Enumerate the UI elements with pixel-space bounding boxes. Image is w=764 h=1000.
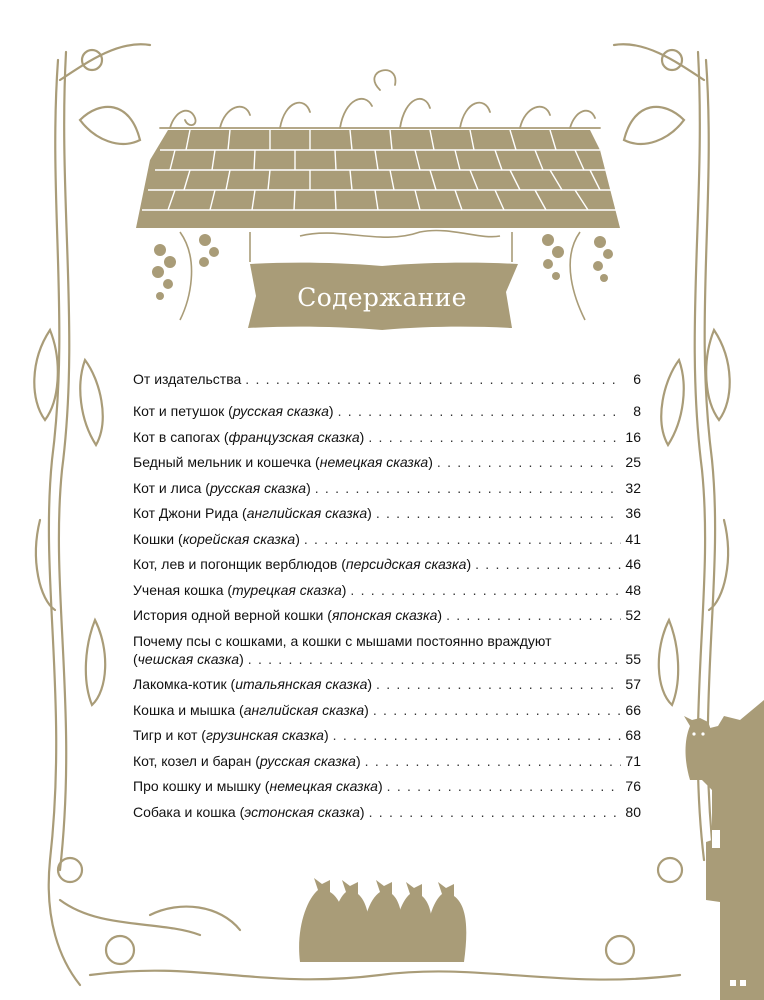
toc-note: русская сказка (209, 479, 307, 496)
toc-note: турецкая сказка (232, 581, 342, 598)
cat-on-roof-icon (684, 700, 764, 1000)
toc-row[interactable] (133, 479, 641, 497)
toc-page: 71 (625, 752, 641, 769)
toc-row[interactable] (133, 530, 641, 548)
roof-tiles-icon (136, 130, 620, 228)
toc-note: немецкая сказка (319, 454, 429, 470)
toc-note: (чешская сказка) (133, 650, 244, 667)
toc-row[interactable] (133, 675, 641, 693)
dot-leader (369, 803, 621, 821)
toc-page: 41 (625, 530, 641, 547)
dot-leader (368, 428, 621, 446)
toc-title: Тигр и кот (грузинская сказка) (133, 727, 329, 743)
toc-row[interactable] (133, 752, 641, 770)
dot-leader (475, 555, 621, 573)
toc-note: японская сказка (331, 607, 438, 623)
dot-leader (338, 402, 621, 420)
toc-note: французская сказка (228, 428, 360, 445)
toc-row[interactable] (133, 428, 641, 446)
dot-leader (376, 675, 621, 693)
dot-leader (350, 581, 621, 599)
toc-row[interactable] (133, 803, 641, 821)
toc-title: Кот и лиса (русская сказка) (133, 479, 311, 496)
toc-note: грузинская сказка (205, 727, 324, 743)
toc-title: Кот и петушок (русская сказка) (133, 403, 334, 419)
dot-leader (376, 504, 621, 522)
toc-page: 8 (633, 403, 641, 419)
toc-title: Про кошку и мышку (немецкая сказка) (133, 778, 383, 794)
toc-row[interactable] (133, 555, 641, 573)
toc-note: русская сказка (259, 752, 356, 769)
toc-note: итальянская сказка (235, 676, 368, 692)
table-of-contents (133, 370, 641, 828)
toc-title: Собака и кошка (эстонская сказка) (133, 803, 365, 820)
toc-title: Лакомка-котик (итальянская сказка) (133, 676, 373, 692)
toc-row[interactable] (133, 726, 641, 744)
dot-leader (446, 606, 621, 624)
toc-title: История одной верной кошки (японская сказка) (133, 607, 443, 623)
toc-row[interactable] (133, 402, 641, 420)
toc-title: Кошка и мышка (английская сказка) (133, 701, 369, 718)
toc-row[interactable] (133, 581, 641, 599)
toc-row[interactable] (133, 777, 641, 795)
toc-title: От издательства (133, 371, 242, 387)
toc-page: 68 (625, 727, 641, 743)
page-title: Содержание (297, 283, 467, 312)
dot-leader (373, 701, 621, 719)
toc-note: русская сказка (232, 403, 329, 419)
toc-row-multiline[interactable] (133, 632, 641, 668)
toc-note: английская сказка (243, 701, 365, 718)
toc-title: Кошки (корейская сказка) (133, 530, 300, 547)
toc-page: 16 (625, 428, 641, 445)
toc-title: Кот Джони Рида (английская сказка) (133, 505, 372, 521)
dot-leader (315, 479, 621, 497)
dot-leader (365, 752, 621, 770)
toc-title-line1: Почему псы с кошками, а кошки с мышами постоянно враждуют (133, 632, 552, 649)
toc-title: Кот, козел и баран (русская сказка) (133, 752, 361, 769)
toc-page: 25 (625, 454, 641, 470)
toc-title: Бедный мельник и кошечка (немецкая сказка) (133, 454, 433, 470)
toc-note: персидская сказка (345, 556, 467, 572)
toc-note: эстонская сказка (244, 803, 360, 820)
toc-page: 36 (625, 505, 641, 521)
dot-leader (245, 370, 621, 388)
toc-row[interactable] (133, 606, 641, 624)
toc-note: английская сказка (246, 505, 368, 521)
dot-leader (333, 726, 621, 744)
toc-row[interactable] (133, 370, 641, 388)
toc-page: 52 (625, 607, 641, 623)
toc-page: 48 (625, 581, 641, 598)
toc-note: немецкая сказка (269, 778, 378, 794)
wrought-iron-crest-icon (160, 70, 600, 128)
dot-leader (387, 777, 621, 795)
toc-page: 80 (625, 803, 641, 820)
toc-page: 66 (625, 701, 641, 718)
toc-title: Кот, лев и погонщик верблюдов (персидская сказка) (133, 556, 472, 572)
toc-title: Ученая кошка (турецкая сказка) (133, 581, 347, 598)
toc-title: Кот в сапогах (французская сказка) (133, 428, 365, 445)
toc-page: 6 (633, 371, 641, 387)
toc-row[interactable] (133, 504, 641, 522)
toc-page: 76 (625, 778, 641, 794)
toc-page: 57 (625, 676, 641, 692)
dot-leader (248, 650, 621, 668)
toc-row[interactable] (133, 453, 641, 471)
dot-leader (304, 530, 621, 548)
toc-page: 46 (625, 556, 641, 572)
cat-silhouettes-icon (299, 878, 466, 962)
toc-note: корейская сказка (182, 530, 296, 547)
dot-leader (437, 453, 621, 471)
toc-page: 55 (625, 650, 641, 667)
toc-page: 32 (625, 479, 641, 496)
toc-row[interactable] (133, 701, 641, 719)
